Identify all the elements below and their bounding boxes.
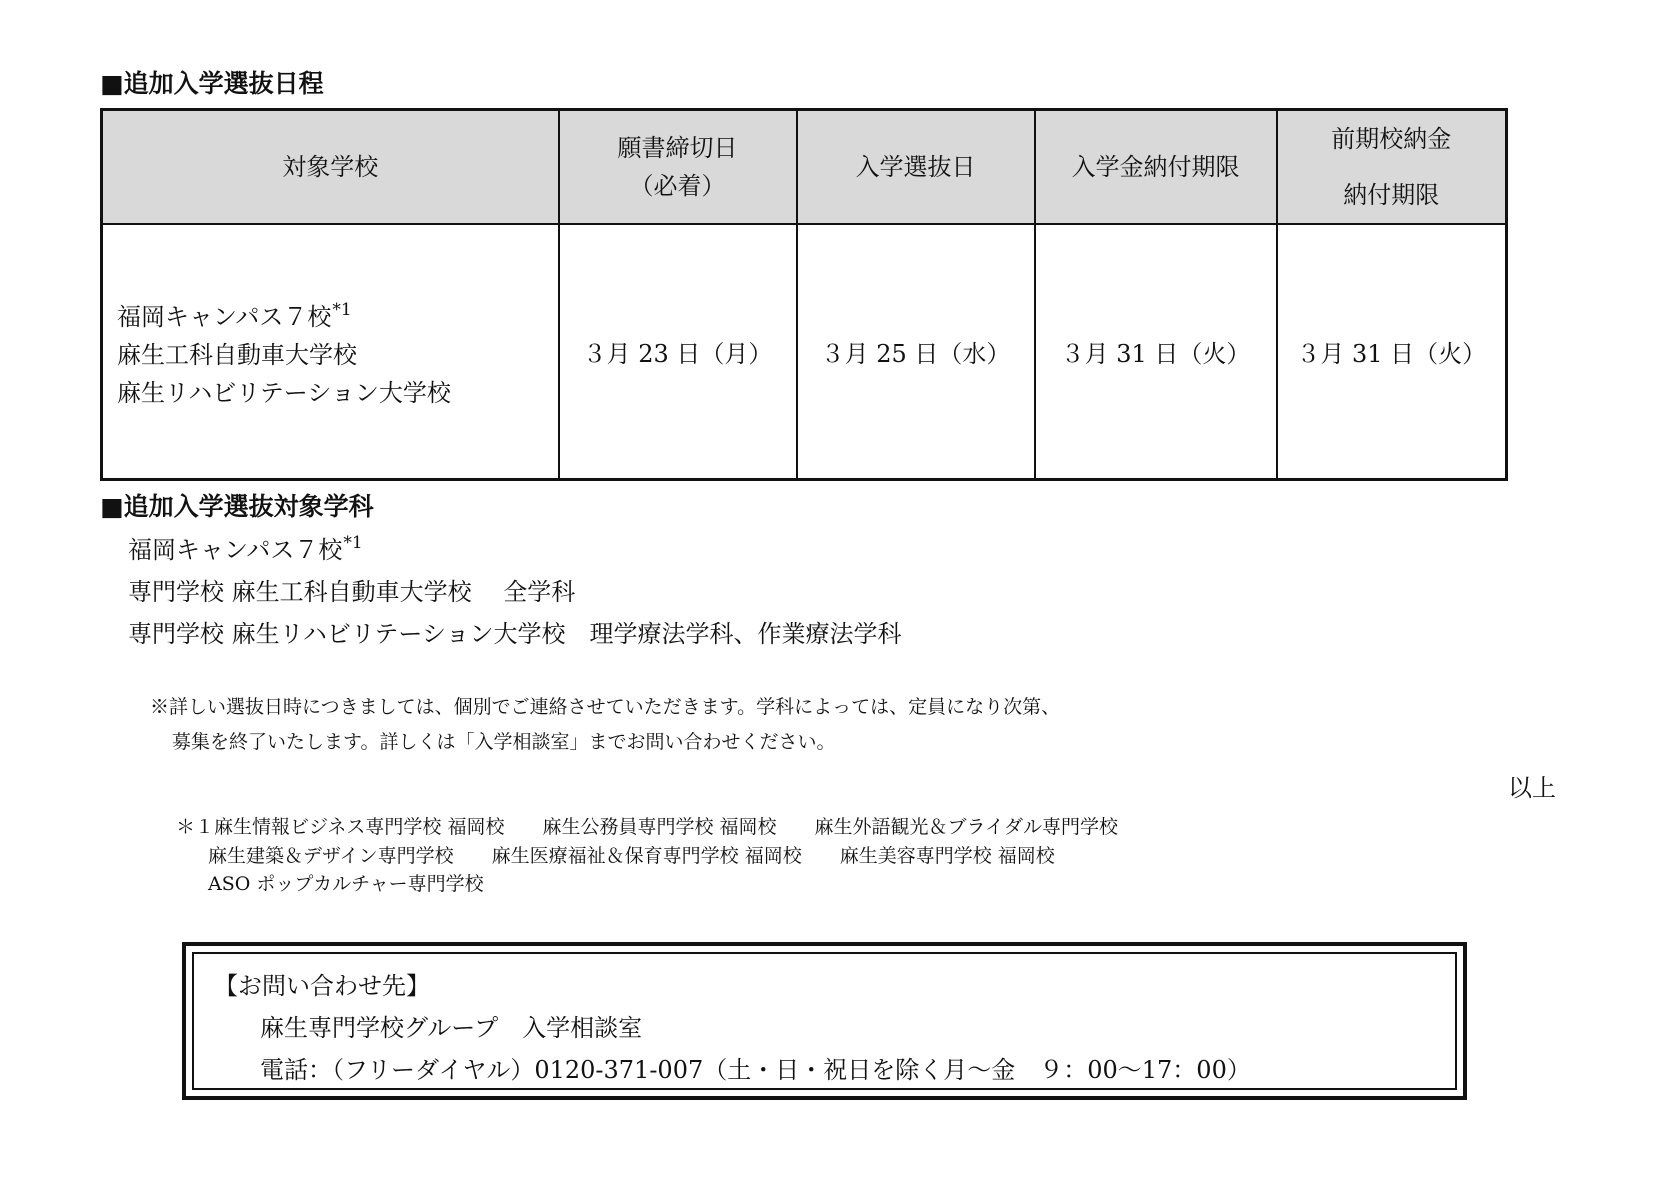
school-item-fukuoka: 福岡キャンパス７校$^{*1}$	[117, 300, 352, 331]
header-fee-deadline: 入学金納付期限	[1035, 110, 1277, 225]
closing-text: 以上	[1508, 774, 1556, 802]
header-exam-date: 入学選抜日	[797, 110, 1035, 225]
schedule-table	[100, 108, 1508, 481]
cell-application-deadline: ３月 23 日（月）	[559, 224, 797, 480]
cell-fee-deadline: ３月 31 日（火）	[1035, 224, 1277, 480]
header-deadline-line1: 願書締切日	[617, 134, 738, 162]
table-row	[102, 224, 1507, 480]
departments-heading: ■追加入学選抜対象学科	[100, 492, 374, 521]
header-tuition-line2: 納付期限	[1343, 181, 1440, 209]
contact-organization: 麻生専門学校グループ 入学相談室	[260, 1014, 643, 1042]
table-header-row	[102, 110, 1507, 225]
schedule-heading: ■追加入学選抜日程	[100, 69, 324, 98]
note-line-1: ※詳しい選抜日時につきましては、個別でご連絡させていただきます。学科によっては、定員になり次第、	[150, 696, 1061, 718]
contact-title: 【お問い合わせ先】	[214, 972, 430, 1000]
footnote-line-2: 麻生建築＆デザイン専門学校 麻生医療福祉＆保育専門学校 福岡校 麻生美容専門学校 福岡校	[208, 845, 1055, 867]
footnote-mark: *1	[332, 300, 352, 320]
footnote-line-3: ASO ポップカルチャー専門学校	[208, 873, 484, 895]
note-line-2: 募集を終了いたします。詳しくは「入学相談室」までお問い合わせください。	[172, 731, 836, 753]
cell-tuition-deadline: ３月 31 日（火）	[1277, 224, 1507, 480]
footnote-line-1: ＊１麻生情報ビジネス専門学校 福岡校 麻生公務員専門学校 福岡校 麻生外語観光＆ブライダル専門学校	[176, 816, 1118, 838]
departments-line-rehab: 専門学校 麻生リハビリテーション大学校 理学療法学科、作業療法学科	[128, 620, 902, 648]
header-application-deadline	[559, 110, 797, 225]
cell-target-schools	[102, 224, 559, 480]
contact-box	[182, 942, 1467, 1100]
cell-exam-date: ３月 25 日（水）	[797, 224, 1035, 480]
header-target-school: 対象学校	[102, 110, 559, 225]
departments-line-fukuoka: 福岡キャンパス７校$^{*1}$	[128, 533, 363, 564]
contact-box-inner	[192, 952, 1457, 1090]
departments-line-automotive: 専門学校 麻生工科自動車大学校 全学科	[128, 578, 576, 606]
header-tuition-line1: 前期校納金	[1331, 125, 1452, 153]
school-item-rehab: 麻生リハビリテーション大学校	[117, 379, 451, 407]
contact-phone: 電話：（フリーダイヤル）0120-371-007（土・日・祝日を除く月〜金 ９：00〜17：00）	[260, 1056, 1251, 1084]
footnote-mark: *1	[343, 533, 363, 553]
header-deadline-line2: （必着）	[629, 172, 726, 200]
school-item-automotive: 麻生工科自動車大学校	[117, 341, 357, 369]
header-tuition-deadline	[1277, 110, 1507, 225]
